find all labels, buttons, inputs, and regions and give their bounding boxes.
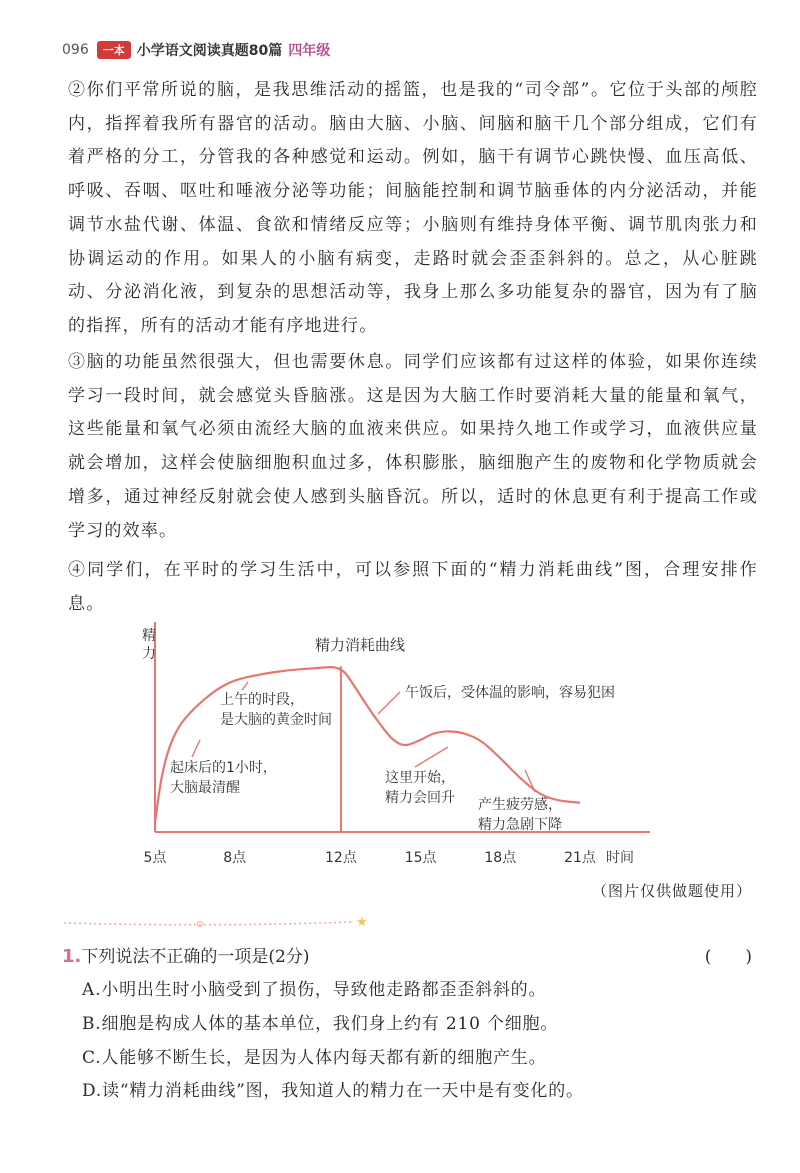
annotation-label: 午饭后，受体温的影响，容易犯困	[405, 685, 615, 701]
annotation-label: 产生疲劳感，	[478, 797, 562, 813]
options-list	[82, 974, 584, 1109]
annotation-pointer	[415, 747, 448, 767]
x-axis-label: 时间	[606, 850, 634, 866]
dotted-divider	[62, 914, 368, 928]
energy-curve-chart	[130, 622, 710, 877]
book-title: 小学语文阅读真题80篇	[136, 43, 283, 59]
annotation-pointer	[378, 692, 400, 714]
x-tick-label: 18点	[484, 850, 517, 866]
x-tick-label: 12点	[325, 850, 357, 866]
page-number: 096	[62, 42, 89, 58]
paragraph-4: ④同学们，在平时的学习生活中，可以参照下面的“精力消耗曲线”图，合理安排作息。	[68, 560, 758, 614]
x-tick-label: 5点	[143, 850, 167, 866]
option-d[interactable]: D.读“精力消耗曲线”图，我知道人的精力在一天中是有变化的。	[82, 1081, 584, 1102]
x-tick-label: 15点	[404, 850, 437, 866]
annotation-label: 大脑最清醒	[170, 780, 240, 796]
annotation-label: 精力会回升	[385, 790, 455, 806]
page-header	[62, 38, 330, 62]
answer-box[interactable]: ( )	[704, 947, 752, 967]
annotation-label: 是大脑的黄金时间	[220, 712, 332, 728]
chart-title: 精力消耗曲线	[314, 636, 406, 654]
paragraph-3: ③脑的功能虽然很强大，但也需要休息。同学们应该都有过这样的体验，如果你连续学习一段时间，就会感觉头昏脑涨。这是因为大脑工作时要消耗大量的能量和氧气，这些能量和氧气必须由流经大脑的血液来供应。如果持久地工作或学习，血液供应量就会增加，这样会使脑细胞积血过多，体积膨胀，脑细胞产生的废物和化学物质就会增多，通过神经反射就会使人感到头脑昏沉。所以，适时的休息更有利于提高工作或学习的效率。	[68, 352, 758, 541]
option-c[interactable]: C.人能够不断生长，是因为人体内每天都有新的细胞产生。	[82, 1047, 547, 1068]
option-a[interactable]: A.小明出生时小脑受到了损伤，导致他走路都歪歪斜斜的。	[82, 980, 547, 1000]
image-note: （图片仅供做题使用）	[591, 882, 752, 900]
paragraph-2: ②你们平常所说的脑，是我思维活动的摇篮，也是我的“司令部”。它位于头部的颅腔内，指挥着我所有器官的活动。脑由大脑、小脑、间脑和脑干几个部分组成，它们有着严格的分工，分管我的各种感觉和运动。例如，脑干有调节心跳快慢、血压高低、呼吸、吞咽、呕吐和唾液分泌等功能；间脑能控制和调节脑垂体的内分泌活动，并能调节水盐代谢、体温、食欲和情绪反应等；小脑则有维持身体平衡、调节肌肉张力和协调运动的作用。如果人的小脑有病变，走路时就会歪歪斜斜的。总之，从心脏跳动、分泌消化液，到复杂的思想活动等，我身上那么多功能复杂的器官，因为有了脑的指挥，所有的活动才能有序地进行。	[68, 80, 758, 336]
x-tick-label: 21点	[564, 850, 596, 866]
grade-label: 四年级	[288, 43, 331, 59]
question-1	[62, 942, 752, 967]
annotation-label: 精力急剧下降	[478, 817, 562, 833]
annotation-label: 上午的时段，	[220, 692, 304, 708]
question-number: 1.	[62, 946, 82, 967]
option-b[interactable]: B.细胞是构成人体的基本单位，我们身上约有 210 个细胞。	[82, 1013, 559, 1034]
y-axis-label-2: 力	[142, 646, 156, 662]
annotation-label: 这里开始，	[385, 770, 455, 786]
divider-dot-icon	[198, 922, 203, 927]
publisher-logo: 一本	[97, 41, 131, 59]
question-text: 下列说法不正确的一项是(2分)	[81, 947, 310, 967]
star-icon: ★	[356, 915, 368, 928]
y-axis-label: 精	[142, 628, 156, 644]
annotation-pointer	[525, 770, 535, 792]
x-tick-label: 8点	[223, 850, 247, 866]
annotation-pointer	[242, 682, 248, 690]
annotation-pointer	[192, 740, 200, 757]
annotation-label: 起床后的1小时，	[170, 760, 277, 776]
